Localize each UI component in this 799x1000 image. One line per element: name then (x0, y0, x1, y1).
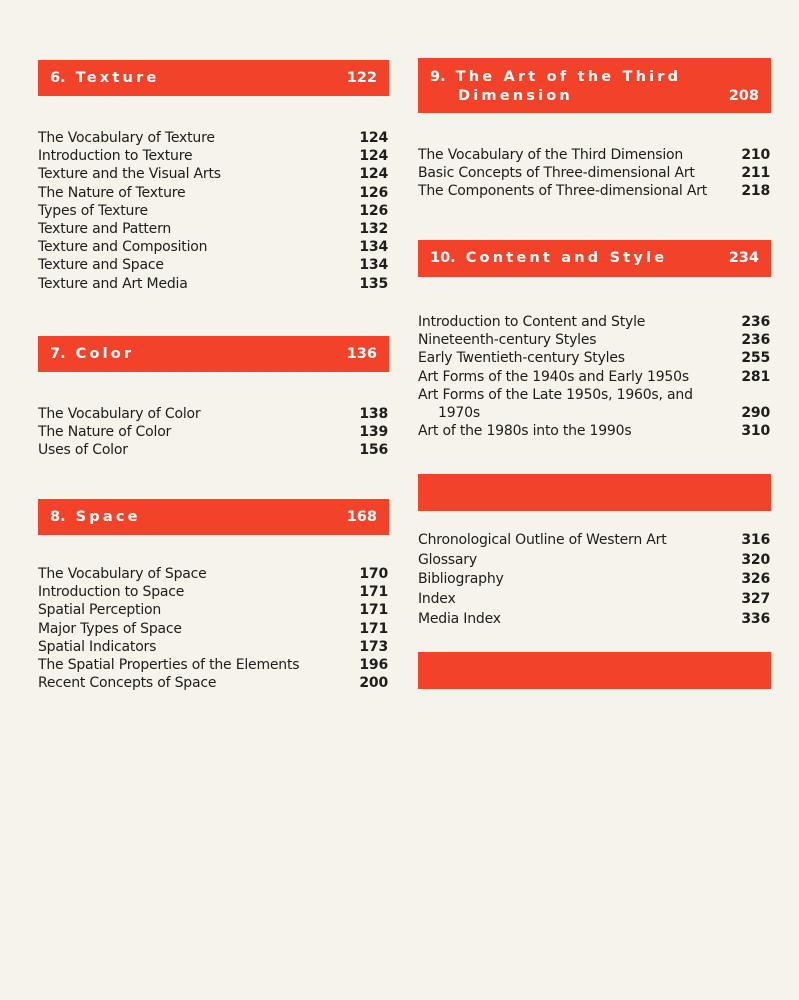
chapter-page: 234 (728, 250, 759, 266)
chapter-6-header (38, 60, 389, 96)
entry-page: 281 (741, 368, 770, 385)
toc-entry (38, 583, 388, 601)
entry-label: Introduction to Content and Style (418, 314, 646, 330)
entry-label: Recent Concepts of Space (38, 675, 217, 692)
toc-entry (38, 256, 388, 274)
entry-label: The Vocabulary of the Third Dimension (418, 147, 684, 163)
entry-label: Bibliography (418, 571, 504, 588)
toc-entry (418, 404, 770, 422)
entry-page: 310 (741, 423, 770, 440)
back-matter-bar (418, 474, 771, 511)
entry-page: 139 (359, 424, 388, 441)
toc-entry (38, 405, 388, 423)
entry-label: The Vocabulary of Texture (38, 130, 215, 146)
toc-entry (38, 656, 388, 674)
entry-label: Early Twentieth-century Styles (418, 350, 625, 367)
toc-entry (418, 551, 770, 571)
entry-page: 134 (359, 239, 388, 256)
entry-page: 210 (741, 147, 770, 163)
entry-page: 134 (359, 257, 388, 274)
entry-page: 200 (359, 675, 388, 692)
entry-page: 124 (359, 148, 388, 165)
entry-label: 1970s (438, 404, 480, 421)
chapter-number: 10. (430, 250, 456, 266)
entry-label: Spatial Indicators (38, 638, 157, 655)
entry-page: 124 (359, 166, 388, 183)
entry-label: The Vocabulary of Color (38, 406, 201, 422)
chapter-title: Texture (75, 70, 160, 86)
entry-label: Art Forms of the Late 1950s, 1960s, and (418, 386, 693, 403)
entry-label: The Spatial Properties of the Elements (38, 656, 300, 673)
toc-entry (38, 165, 388, 183)
chapter-6-entries (38, 129, 388, 293)
entry-page: 173 (359, 638, 388, 655)
toc-entry (38, 441, 388, 459)
entry-page: 171 (359, 602, 388, 619)
entry-label: Media Index (418, 610, 501, 627)
chapter-9-entries (418, 146, 770, 201)
toc-entry (418, 146, 770, 164)
entry-label: Art of the 1980s into the 1990s (418, 423, 632, 440)
entry-page: 320 (741, 551, 770, 568)
chapter-8-entries (38, 565, 388, 692)
entry-label: The Nature of Color (38, 424, 172, 441)
chapter-9-header (418, 58, 771, 113)
entry-label: Texture and the Visual Arts (38, 166, 221, 183)
toc-entry (38, 202, 388, 220)
entry-page: 218 (741, 183, 770, 200)
entry-page: 135 (359, 275, 388, 292)
entry-page: 126 (359, 202, 388, 219)
toc-entry (38, 674, 388, 692)
entry-page: 236 (741, 314, 770, 330)
entry-page: 156 (359, 442, 388, 459)
entry-label: Basic Concepts of Three-dimensional Art (418, 165, 695, 182)
toc-entry (418, 313, 770, 331)
chapter-8-header (38, 499, 389, 535)
chapter-page: 168 (346, 509, 377, 525)
chapter-number: 6. (50, 70, 66, 86)
entry-page: 138 (359, 406, 388, 422)
toc-entry (418, 610, 770, 630)
entry-page: 290 (741, 404, 770, 421)
toc-entry (418, 386, 770, 404)
entry-label: Texture and Pattern (38, 220, 172, 237)
entry-page: 326 (741, 571, 770, 588)
chapter-title: Color (75, 346, 135, 362)
toc-entry (418, 570, 770, 590)
entry-page: 327 (741, 591, 770, 608)
toc-entry (418, 531, 770, 551)
entry-label: Introduction to Space (38, 584, 185, 601)
entry-page: 132 (359, 220, 388, 237)
toc-entry (418, 368, 770, 386)
entry-label: Texture and Space (38, 257, 164, 274)
entry-page: 170 (359, 566, 388, 582)
toc-entry (418, 182, 770, 200)
entry-label: The Components of Three-dimensional Art (418, 183, 708, 200)
entry-label: Introduction to Texture (38, 148, 193, 165)
chapter-page: 208 (728, 88, 759, 104)
entry-label: The Nature of Texture (38, 184, 186, 201)
entry-label: Art Forms of the 1940s and Early 1950s (418, 368, 689, 385)
entry-label: The Vocabulary of Space (38, 566, 207, 582)
entry-label: Uses of Color (38, 442, 128, 459)
entry-label: Nineteenth-century Styles (418, 332, 597, 349)
entry-page: 196 (359, 656, 388, 673)
chapter-7-entries (38, 405, 388, 460)
toc-entry (38, 565, 388, 583)
toc-entry (38, 423, 388, 441)
entry-page: 336 (741, 610, 770, 627)
toc-entry (418, 590, 770, 610)
entry-page: 211 (741, 165, 770, 182)
chapter-title: Content and Style (465, 250, 668, 266)
toc-entry (38, 184, 388, 202)
chapter-number: 8. (50, 509, 66, 525)
toc-entry (38, 147, 388, 165)
chapter-page: 122 (346, 70, 377, 86)
toc-entry (38, 238, 388, 256)
entry-label: Spatial Perception (38, 602, 162, 619)
entry-page: 124 (359, 130, 388, 146)
toc-entry (38, 275, 388, 293)
toc-entry (418, 331, 770, 349)
entry-page: 171 (359, 620, 388, 637)
entry-page: 171 (359, 584, 388, 601)
entry-label: Chronological Outline of Western Art (418, 532, 667, 548)
chapter-10-entries (418, 313, 770, 440)
chapter-number: 9. (430, 69, 446, 85)
entry-label: Major Types of Space (38, 620, 182, 637)
toc-entry (38, 601, 388, 619)
entry-label: Glossary (418, 551, 477, 568)
toc-entry (418, 349, 770, 367)
chapter-title-line2: Dimension (458, 88, 573, 104)
back-matter-entries (418, 531, 770, 629)
chapter-title: The Art of the Third (455, 69, 682, 85)
entry-label: Texture and Composition (38, 239, 208, 256)
toc-entry (418, 422, 770, 440)
entry-label: Texture and Art Media (38, 275, 188, 292)
toc-entry (418, 164, 770, 182)
entry-page: 126 (359, 184, 388, 201)
chapter-page: 136 (346, 346, 377, 362)
entry-page: 316 (741, 532, 770, 548)
chapter-7-header (38, 336, 389, 372)
chapter-10-header (418, 240, 771, 277)
chapter-number: 7. (50, 346, 66, 362)
entry-page: 255 (741, 350, 770, 367)
chapter-title: Space (75, 509, 141, 525)
toc-entry (38, 638, 388, 656)
entry-label: Types of Texture (38, 202, 148, 219)
toc-entry (38, 620, 388, 638)
toc-entry (38, 220, 388, 238)
bottom-bar (418, 652, 771, 689)
entry-label: Index (418, 591, 456, 608)
entry-page: 236 (741, 332, 770, 349)
toc-entry (38, 129, 388, 147)
